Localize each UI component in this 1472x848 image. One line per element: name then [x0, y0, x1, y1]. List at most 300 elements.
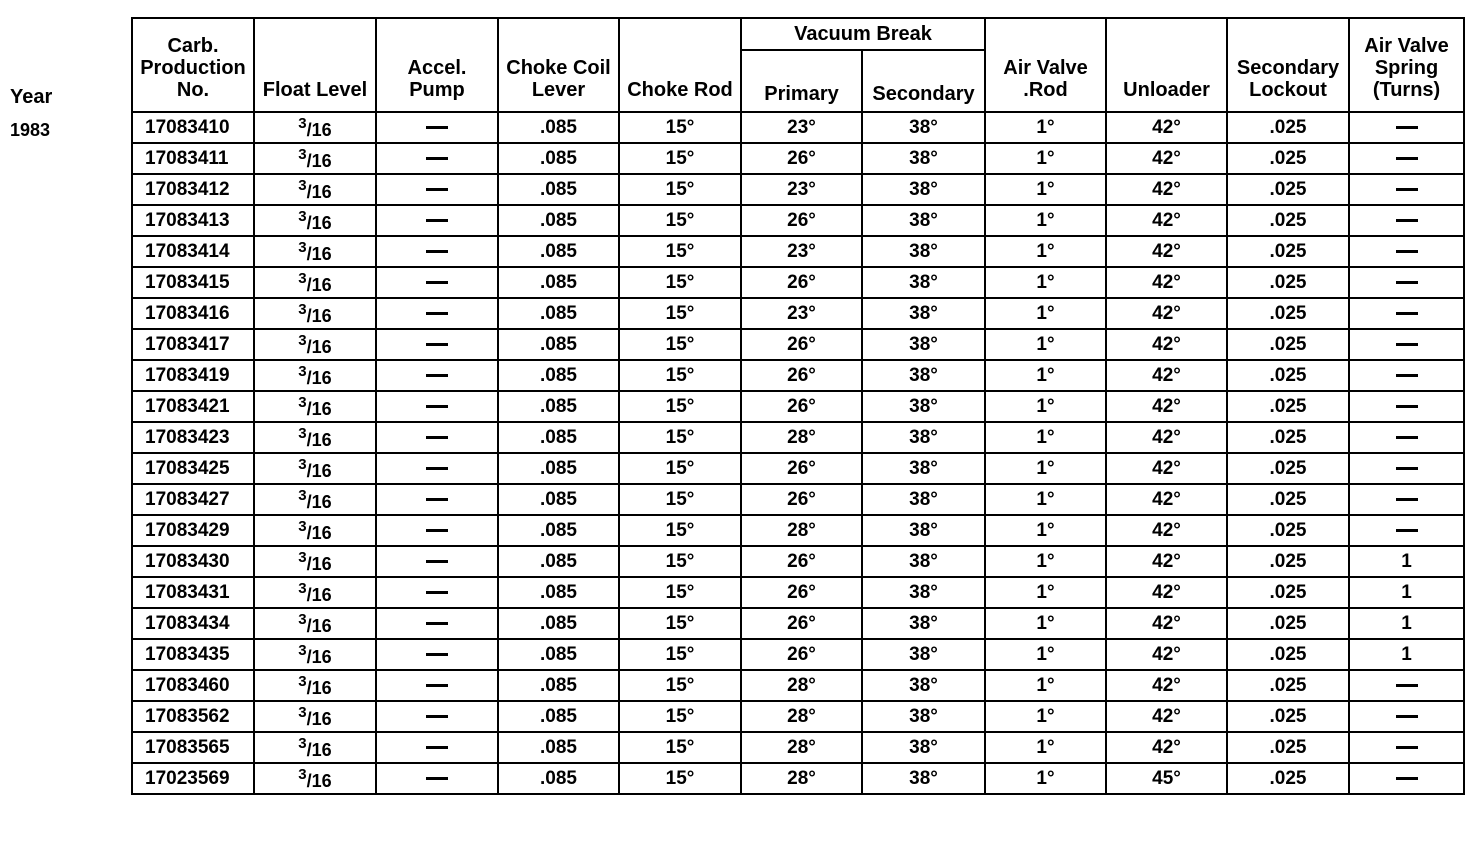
cell-accel-pump — [376, 422, 498, 453]
cell-choke-rod: 15° — [619, 639, 741, 670]
cell-accel-pump — [376, 453, 498, 484]
cell-carb-production-no: 17083565 — [132, 732, 254, 763]
cell-carb-production-no: 17083430 — [132, 546, 254, 577]
dash-mark — [426, 684, 448, 687]
cell-carb-production-no: 17083562 — [132, 701, 254, 732]
cell-air-valve-rod: 1° — [985, 701, 1106, 732]
cell-secondary-lockout: .025 — [1227, 763, 1349, 794]
cell-unloader: 42° — [1106, 422, 1227, 453]
cell-vacuum-break-secondary: 38° — [862, 267, 985, 298]
cell-unloader: 42° — [1106, 143, 1227, 174]
cell-float-level: $^3$/16 — [254, 608, 376, 639]
table-row — [132, 143, 1464, 174]
cell-vacuum-break-primary: 26° — [741, 577, 862, 608]
dash-mark — [426, 777, 448, 780]
cell-choke-coil-lever: .085 — [498, 360, 619, 391]
cell-float-level: $^3$/16 — [254, 391, 376, 422]
cell-air-valve-spring — [1349, 391, 1464, 422]
table-row — [132, 639, 1464, 670]
cell-choke-rod: 15° — [619, 329, 741, 360]
cell-float-level: $^3$/16 — [254, 577, 376, 608]
cell-air-valve-rod: 1° — [985, 422, 1106, 453]
cell-float-level: $^3$/16 — [254, 298, 376, 329]
cell-choke-coil-lever: .085 — [498, 639, 619, 670]
dash-mark — [1396, 498, 1418, 501]
dash-mark — [1396, 281, 1418, 284]
table-row — [132, 670, 1464, 701]
cell-air-valve-rod: 1° — [985, 639, 1106, 670]
cell-vacuum-break-primary: 23° — [741, 112, 862, 143]
table-row — [132, 763, 1464, 794]
cell-accel-pump — [376, 174, 498, 205]
cell-float-level: $^3$/16 — [254, 763, 376, 794]
cell-float-level: $^3$/16 — [254, 422, 376, 453]
table-row — [132, 236, 1464, 267]
table-row — [132, 701, 1464, 732]
cell-float-level: $^3$/16 — [254, 205, 376, 236]
header-carb-production-no: Carb. Production No. — [132, 18, 254, 112]
cell-air-valve-rod: 1° — [985, 236, 1106, 267]
dash-mark — [426, 715, 448, 718]
table-row — [132, 546, 1464, 577]
cell-secondary-lockout: .025 — [1227, 329, 1349, 360]
cell-air-valve-spring — [1349, 732, 1464, 763]
cell-unloader: 42° — [1106, 267, 1227, 298]
cell-secondary-lockout: .025 — [1227, 639, 1349, 670]
cell-choke-rod: 15° — [619, 701, 741, 732]
cell-unloader: 42° — [1106, 329, 1227, 360]
cell-vacuum-break-primary: 26° — [741, 267, 862, 298]
table-row — [132, 174, 1464, 205]
dash-mark — [426, 498, 448, 501]
table-row — [132, 453, 1464, 484]
header-air-valve-rod: Air Valve .Rod — [985, 18, 1106, 112]
dash-mark — [426, 281, 448, 284]
cell-air-valve-spring — [1349, 205, 1464, 236]
cell-carb-production-no: 17083419 — [132, 360, 254, 391]
cell-choke-coil-lever: .085 — [498, 608, 619, 639]
table-row — [132, 298, 1464, 329]
dash-mark — [426, 405, 448, 408]
header-secondary: Secondary — [862, 50, 985, 112]
cell-vacuum-break-secondary: 38° — [862, 360, 985, 391]
cell-secondary-lockout: .025 — [1227, 701, 1349, 732]
cell-vacuum-break-primary: 26° — [741, 546, 862, 577]
cell-accel-pump — [376, 484, 498, 515]
cell-air-valve-rod: 1° — [985, 360, 1106, 391]
cell-unloader: 42° — [1106, 298, 1227, 329]
cell-choke-rod: 15° — [619, 763, 741, 794]
cell-air-valve-spring — [1349, 329, 1464, 360]
cell-air-valve-rod: 1° — [985, 484, 1106, 515]
cell-float-level: $^3$/16 — [254, 329, 376, 360]
cell-vacuum-break-primary: 26° — [741, 143, 862, 174]
cell-vacuum-break-primary: 28° — [741, 515, 862, 546]
cell-secondary-lockout: .025 — [1227, 143, 1349, 174]
cell-air-valve-rod: 1° — [985, 453, 1106, 484]
table-header — [132, 18, 1464, 112]
cell-float-level: $^3$/16 — [254, 453, 376, 484]
dash-mark — [426, 560, 448, 563]
cell-unloader: 42° — [1106, 701, 1227, 732]
cell-unloader: 42° — [1106, 360, 1227, 391]
cell-secondary-lockout: .025 — [1227, 298, 1349, 329]
cell-choke-coil-lever: .085 — [498, 422, 619, 453]
cell-choke-coil-lever: .085 — [498, 205, 619, 236]
cell-choke-rod: 15° — [619, 484, 741, 515]
cell-air-valve-rod: 1° — [985, 329, 1106, 360]
cell-secondary-lockout: .025 — [1227, 174, 1349, 205]
cell-secondary-lockout: .025 — [1227, 670, 1349, 701]
cell-choke-rod: 15° — [619, 453, 741, 484]
cell-accel-pump — [376, 143, 498, 174]
cell-air-valve-spring — [1349, 701, 1464, 732]
cell-choke-rod: 15° — [619, 515, 741, 546]
dash-mark — [426, 157, 448, 160]
cell-float-level: $^3$/16 — [254, 701, 376, 732]
cell-carb-production-no: 17083415 — [132, 267, 254, 298]
dash-mark — [1396, 467, 1418, 470]
dash-mark — [1396, 405, 1418, 408]
table-row — [132, 391, 1464, 422]
cell-float-level: $^3$/16 — [254, 484, 376, 515]
cell-secondary-lockout: .025 — [1227, 515, 1349, 546]
cell-air-valve-rod: 1° — [985, 205, 1106, 236]
cell-choke-coil-lever: .085 — [498, 143, 619, 174]
cell-choke-coil-lever: .085 — [498, 670, 619, 701]
table-row — [132, 205, 1464, 236]
dash-mark — [426, 436, 448, 439]
cell-choke-rod: 15° — [619, 143, 741, 174]
cell-choke-coil-lever: .085 — [498, 701, 619, 732]
cell-choke-rod: 15° — [619, 608, 741, 639]
cell-vacuum-break-primary: 26° — [741, 360, 862, 391]
cell-vacuum-break-primary: 28° — [741, 732, 862, 763]
table-row — [132, 422, 1464, 453]
dash-mark — [426, 188, 448, 191]
cell-choke-coil-lever: .085 — [498, 329, 619, 360]
cell-air-valve-spring — [1349, 670, 1464, 701]
cell-carb-production-no: 17023569 — [132, 763, 254, 794]
cell-accel-pump — [376, 329, 498, 360]
header-float-level: Float Level — [254, 18, 376, 112]
cell-choke-rod: 15° — [619, 670, 741, 701]
cell-vacuum-break-primary: 26° — [741, 639, 862, 670]
cell-accel-pump — [376, 639, 498, 670]
cell-vacuum-break-primary: 28° — [741, 422, 862, 453]
dash-mark — [1396, 126, 1418, 129]
cell-vacuum-break-primary: 26° — [741, 453, 862, 484]
dash-mark — [426, 343, 448, 346]
cell-float-level: $^3$/16 — [254, 236, 376, 267]
cell-secondary-lockout: .025 — [1227, 577, 1349, 608]
cell-choke-coil-lever: .085 — [498, 546, 619, 577]
cell-accel-pump — [376, 112, 498, 143]
cell-vacuum-break-primary: 26° — [741, 391, 862, 422]
dash-mark — [1396, 157, 1418, 160]
cell-air-valve-spring — [1349, 453, 1464, 484]
table-row — [132, 732, 1464, 763]
table-body — [132, 112, 1464, 794]
cell-secondary-lockout: .025 — [1227, 732, 1349, 763]
cell-vacuum-break-primary: 28° — [741, 701, 862, 732]
cell-carb-production-no: 17083425 — [132, 453, 254, 484]
cell-air-valve-rod: 1° — [985, 515, 1106, 546]
cell-accel-pump — [376, 732, 498, 763]
cell-unloader: 42° — [1106, 546, 1227, 577]
cell-vacuum-break-primary: 26° — [741, 608, 862, 639]
dash-mark — [1396, 312, 1418, 315]
cell-accel-pump — [376, 608, 498, 639]
dash-mark — [1396, 777, 1418, 780]
cell-vacuum-break-secondary: 38° — [862, 763, 985, 794]
cell-carb-production-no: 17083434 — [132, 608, 254, 639]
cell-air-valve-spring: 1 — [1349, 639, 1464, 670]
cell-accel-pump — [376, 298, 498, 329]
table-row — [132, 329, 1464, 360]
cell-secondary-lockout: .025 — [1227, 236, 1349, 267]
dash-mark — [1396, 436, 1418, 439]
cell-carb-production-no: 17083414 — [132, 236, 254, 267]
cell-secondary-lockout: .025 — [1227, 205, 1349, 236]
dash-mark — [1396, 343, 1418, 346]
cell-unloader: 42° — [1106, 670, 1227, 701]
dash-mark — [1396, 188, 1418, 191]
table-row — [132, 515, 1464, 546]
table-row — [132, 112, 1464, 143]
cell-carb-production-no: 17083423 — [132, 422, 254, 453]
cell-vacuum-break-primary: 26° — [741, 205, 862, 236]
cell-unloader: 42° — [1106, 608, 1227, 639]
cell-vacuum-break-secondary: 38° — [862, 701, 985, 732]
cell-vacuum-break-primary: 23° — [741, 174, 862, 205]
cell-vacuum-break-primary: 23° — [741, 236, 862, 267]
cell-accel-pump — [376, 515, 498, 546]
dash-mark — [1396, 746, 1418, 749]
cell-vacuum-break-secondary: 38° — [862, 515, 985, 546]
cell-carb-production-no: 17083429 — [132, 515, 254, 546]
cell-air-valve-spring — [1349, 484, 1464, 515]
year-label: Year — [10, 86, 53, 108]
cell-carb-production-no: 17083435 — [132, 639, 254, 670]
cell-carb-production-no: 17083431 — [132, 577, 254, 608]
cell-air-valve-spring — [1349, 236, 1464, 267]
cell-carb-production-no: 17083417 — [132, 329, 254, 360]
cell-unloader: 42° — [1106, 484, 1227, 515]
cell-vacuum-break-secondary: 38° — [862, 205, 985, 236]
cell-carb-production-no: 17083411 — [132, 143, 254, 174]
cell-secondary-lockout: .025 — [1227, 453, 1349, 484]
cell-choke-coil-lever: .085 — [498, 112, 619, 143]
dash-mark — [426, 126, 448, 129]
cell-air-valve-rod: 1° — [985, 298, 1106, 329]
cell-carb-production-no: 17083413 — [132, 205, 254, 236]
cell-float-level: $^3$/16 — [254, 732, 376, 763]
cell-air-valve-rod: 1° — [985, 670, 1106, 701]
cell-accel-pump — [376, 577, 498, 608]
cell-carb-production-no: 17083460 — [132, 670, 254, 701]
cell-choke-coil-lever: .085 — [498, 484, 619, 515]
cell-accel-pump — [376, 205, 498, 236]
cell-vacuum-break-secondary: 38° — [862, 577, 985, 608]
dash-mark — [426, 529, 448, 532]
dash-mark — [426, 250, 448, 253]
header-choke-rod: Choke Rod — [619, 18, 741, 112]
cell-vacuum-break-secondary: 38° — [862, 112, 985, 143]
cell-float-level: $^3$/16 — [254, 546, 376, 577]
table-row — [132, 608, 1464, 639]
cell-accel-pump — [376, 546, 498, 577]
cell-vacuum-break-secondary: 38° — [862, 639, 985, 670]
cell-carb-production-no: 17083416 — [132, 298, 254, 329]
dash-mark — [426, 312, 448, 315]
cell-air-valve-spring — [1349, 763, 1464, 794]
cell-vacuum-break-secondary: 38° — [862, 174, 985, 205]
dash-mark — [1396, 529, 1418, 532]
cell-choke-rod: 15° — [619, 577, 741, 608]
cell-vacuum-break-secondary: 38° — [862, 453, 985, 484]
cell-vacuum-break-secondary: 38° — [862, 484, 985, 515]
cell-air-valve-spring: 1 — [1349, 608, 1464, 639]
dash-mark — [426, 374, 448, 377]
cell-secondary-lockout: .025 — [1227, 360, 1349, 391]
cell-air-valve-spring — [1349, 422, 1464, 453]
cell-carb-production-no: 17083412 — [132, 174, 254, 205]
cell-secondary-lockout: .025 — [1227, 608, 1349, 639]
cell-air-valve-spring — [1349, 267, 1464, 298]
cell-carb-production-no: 17083410 — [132, 112, 254, 143]
cell-secondary-lockout: .025 — [1227, 484, 1349, 515]
cell-choke-coil-lever: .085 — [498, 267, 619, 298]
cell-unloader: 42° — [1106, 639, 1227, 670]
header-unloader: Unloader — [1106, 18, 1227, 112]
cell-air-valve-rod: 1° — [985, 608, 1106, 639]
carburetor-spec-table — [131, 17, 1465, 795]
cell-choke-rod: 15° — [619, 267, 741, 298]
cell-air-valve-rod: 1° — [985, 732, 1106, 763]
cell-secondary-lockout: .025 — [1227, 546, 1349, 577]
year-value: 1983 — [10, 120, 51, 140]
cell-float-level: $^3$/16 — [254, 670, 376, 701]
dash-mark — [426, 622, 448, 625]
cell-air-valve-rod: 1° — [985, 391, 1106, 422]
cell-choke-coil-lever: .085 — [498, 298, 619, 329]
cell-unloader: 45° — [1106, 763, 1227, 794]
cell-choke-coil-lever: .085 — [498, 763, 619, 794]
cell-choke-rod: 15° — [619, 205, 741, 236]
cell-choke-coil-lever: .085 — [498, 453, 619, 484]
cell-air-valve-rod: 1° — [985, 143, 1106, 174]
cell-secondary-lockout: .025 — [1227, 391, 1349, 422]
cell-air-valve-rod: 1° — [985, 546, 1106, 577]
cell-air-valve-rod: 1° — [985, 577, 1106, 608]
dash-mark — [1396, 374, 1418, 377]
header-accel-pump: Accel. Pump — [376, 18, 498, 112]
cell-choke-rod: 15° — [619, 112, 741, 143]
cell-accel-pump — [376, 267, 498, 298]
dash-mark — [1396, 715, 1418, 718]
cell-carb-production-no: 17083427 — [132, 484, 254, 515]
cell-choke-rod: 15° — [619, 732, 741, 763]
cell-vacuum-break-secondary: 38° — [862, 236, 985, 267]
cell-choke-coil-lever: .085 — [498, 236, 619, 267]
cell-choke-coil-lever: .085 — [498, 391, 619, 422]
dash-mark — [426, 746, 448, 749]
cell-vacuum-break-primary: 28° — [741, 763, 862, 794]
cell-float-level: $^3$/16 — [254, 112, 376, 143]
cell-float-level: $^3$/16 — [254, 360, 376, 391]
cell-choke-rod: 15° — [619, 546, 741, 577]
cell-vacuum-break-secondary: 38° — [862, 329, 985, 360]
cell-accel-pump — [376, 360, 498, 391]
dash-mark — [426, 591, 448, 594]
cell-accel-pump — [376, 391, 498, 422]
cell-unloader: 42° — [1106, 515, 1227, 546]
cell-air-valve-spring — [1349, 112, 1464, 143]
cell-air-valve-rod: 1° — [985, 174, 1106, 205]
cell-vacuum-break-primary: 26° — [741, 484, 862, 515]
cell-unloader: 42° — [1106, 391, 1227, 422]
cell-vacuum-break-primary: 28° — [741, 670, 862, 701]
dash-mark — [426, 467, 448, 470]
cell-vacuum-break-secondary: 38° — [862, 608, 985, 639]
cell-unloader: 42° — [1106, 205, 1227, 236]
cell-vacuum-break-secondary: 38° — [862, 670, 985, 701]
cell-accel-pump — [376, 236, 498, 267]
header-choke-coil-lever: Choke Coil Lever — [498, 18, 619, 112]
cell-unloader: 42° — [1106, 732, 1227, 763]
cell-choke-rod: 15° — [619, 360, 741, 391]
cell-secondary-lockout: .025 — [1227, 267, 1349, 298]
cell-vacuum-break-primary: 26° — [741, 329, 862, 360]
header-primary: Primary — [741, 50, 862, 112]
dash-mark — [1396, 219, 1418, 222]
cell-unloader: 42° — [1106, 174, 1227, 205]
header-secondary-lockout: Secondary Lockout — [1227, 18, 1349, 112]
header-air-valve-spring: Air Valve Spring (Turns) — [1349, 18, 1464, 112]
cell-accel-pump — [376, 763, 498, 794]
cell-unloader: 42° — [1106, 112, 1227, 143]
cell-air-valve-spring — [1349, 298, 1464, 329]
table-row — [132, 267, 1464, 298]
table-row — [132, 484, 1464, 515]
cell-choke-rod: 15° — [619, 174, 741, 205]
cell-choke-rod: 15° — [619, 236, 741, 267]
cell-unloader: 42° — [1106, 236, 1227, 267]
table-row — [132, 577, 1464, 608]
cell-float-level: $^3$/16 — [254, 174, 376, 205]
cell-air-valve-spring — [1349, 174, 1464, 205]
cell-vacuum-break-secondary: 38° — [862, 422, 985, 453]
cell-vacuum-break-secondary: 38° — [862, 391, 985, 422]
cell-vacuum-break-secondary: 38° — [862, 546, 985, 577]
header-vacuum-break: Vacuum Break — [741, 18, 985, 50]
cell-air-valve-rod: 1° — [985, 267, 1106, 298]
cell-secondary-lockout: .025 — [1227, 422, 1349, 453]
dash-mark — [1396, 250, 1418, 253]
cell-secondary-lockout: .025 — [1227, 112, 1349, 143]
cell-accel-pump — [376, 701, 498, 732]
cell-float-level: $^3$/16 — [254, 143, 376, 174]
cell-choke-coil-lever: .085 — [498, 515, 619, 546]
cell-air-valve-spring — [1349, 360, 1464, 391]
cell-air-valve-spring: 1 — [1349, 546, 1464, 577]
dash-mark — [1396, 684, 1418, 687]
cell-vacuum-break-secondary: 38° — [862, 732, 985, 763]
cell-unloader: 42° — [1106, 453, 1227, 484]
cell-float-level: $^3$/16 — [254, 267, 376, 298]
cell-air-valve-spring — [1349, 515, 1464, 546]
